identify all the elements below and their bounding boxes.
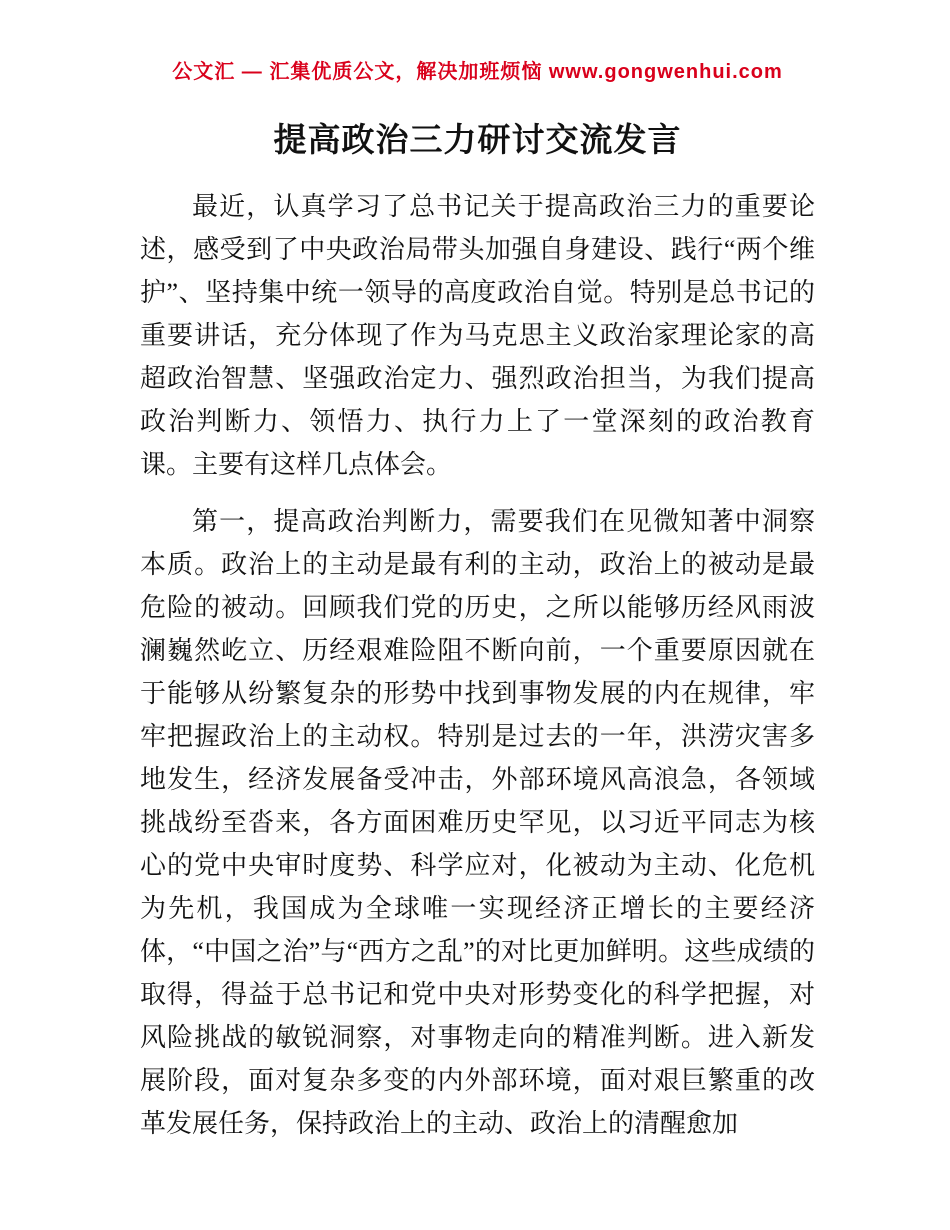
paragraph-point-one: 第一，提高政治判断力，需要我们在见微知著中洞察本质。政治上的主动是最有利的主动，政治上的被动是最危险的被动。回顾我们党的历史，之所以能够历经风雨波澜巍然屹立、历经艰难险阻不断向前，一个重要原因就在于能够从纷繁复杂的形势中找到事物发展的内在规律，牢牢把握政治上的主动权。特别是过去的一年，洪涝灾害多地发生，经济发展备受冲击，外部环境风高浪急，各领域挑战纷至沓来，各方面困难历史罕见，以习近平同志为核心的党中央审时度势、科学应对，化被动为主动、化危机为先机，我国成为全球唯一实现经济正增长的主要经济体，“中国之治”与“西方之乱”的对比更加鲜明。这些成绩的取得，得益于总书记和党中央对形势变化的科学把握，对风险挑战的敏锐洞察，对事物走向的精准判断。进入新发展阶段，面对复杂多变的内外部环境，面对艰巨繁重的改革发展任务，保持政治上的主动、政治上的清醒愈加 <box>140 507 815 1138</box>
document-title: 提高政治三力研讨交流发言 <box>273 123 682 159</box>
watermark-text: 公文汇 — 汇集优质公文，解决加班烦恼 www.gongwenhui.com <box>172 61 783 83</box>
site-watermark-header <box>140 55 815 84</box>
paragraph-intro: 最近，认真学习了总书记关于提高政治三力的重要论述，感受到了中央政治局带头加强自身建设、践行“两个维护”、坚持集中统一领导的高度政治自觉。特别是总书记的重要讲话，充分体现了作为马克思主义政治家理论家的高超政治智慧、坚强政治定力、强烈政治担当，为我们提高政治判断力、领悟力、执行力上了一堂深刻的政治教育课。主要有这样几点体会。 <box>140 192 815 479</box>
